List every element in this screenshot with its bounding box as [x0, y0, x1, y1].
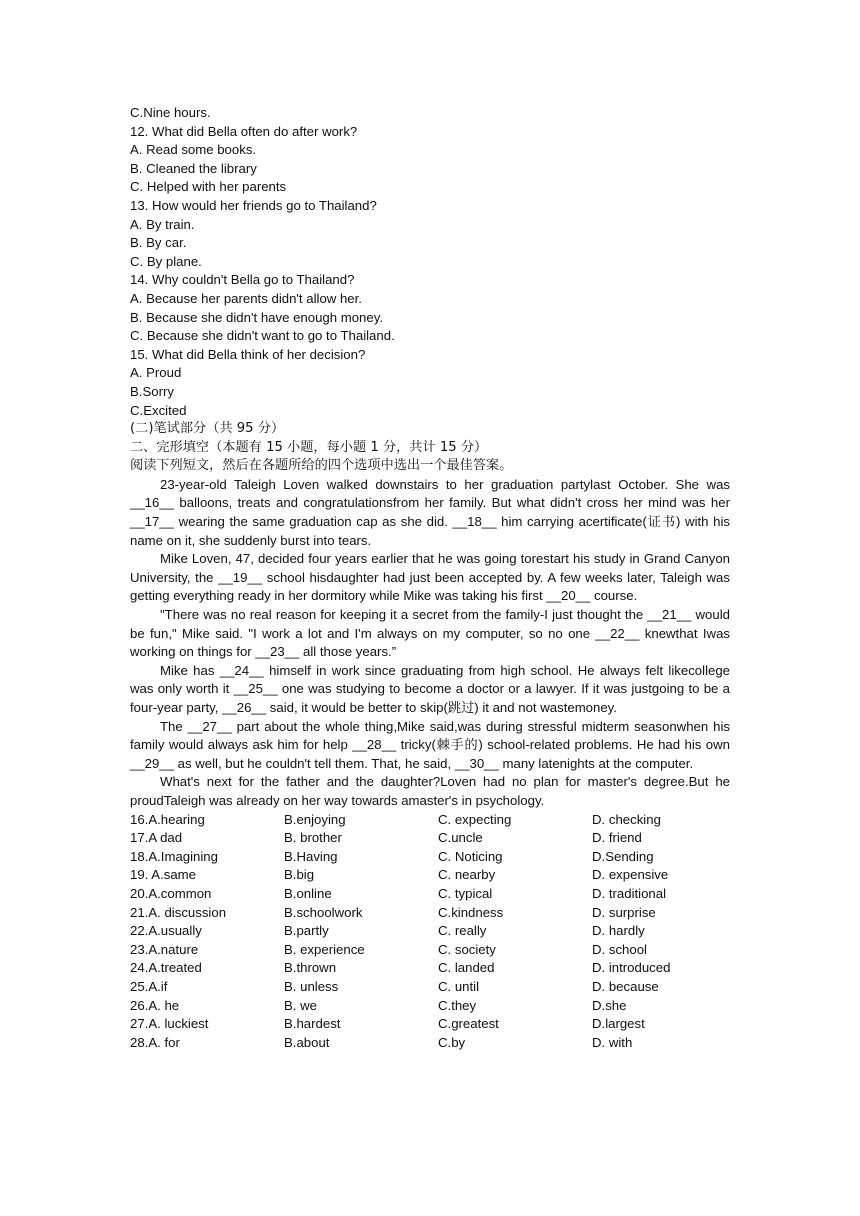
option-d: D.she — [592, 997, 627, 1013]
option-d: D. traditional — [592, 885, 667, 901]
question-line: A. Proud — [130, 365, 182, 381]
option-c: C. until — [438, 978, 480, 994]
option-a: 26.A. he — [130, 997, 180, 1013]
option-b: B.schoolwork — [284, 904, 363, 920]
passage-paragraph: Mike has __24__ himself in work since graduating from high school. He always felt likecollege was only worth it __25__ one was studying to become a doctor or a lawyer. If it was justgoing to be a four-year party, __26__ said, it would be better to skip(跳过) it and not wastemoney. — [130, 662, 730, 715]
option-a: 21.A. discussion — [130, 904, 227, 920]
question-line: C.Excited — [130, 402, 187, 418]
question-line: B. Because she didn't have enough money. — [130, 309, 384, 325]
option-b: B.partly — [284, 923, 329, 939]
option-b: B.enjoying — [284, 811, 346, 827]
question-line: B. By car. — [130, 235, 187, 251]
option-b: B.thrown — [284, 960, 337, 976]
option-d: D. school — [592, 941, 647, 957]
option-c: C. Noticing — [438, 848, 503, 864]
option-row — [130, 1015, 730, 1034]
option-c: C.they — [438, 997, 477, 1013]
question-line: C.Nine hours. — [130, 105, 211, 120]
option-d: D.Sending — [592, 848, 654, 864]
option-row — [130, 885, 730, 904]
option-c: C.by — [438, 1034, 466, 1050]
question-line: 13. How would her friends go to Thailand? — [130, 197, 377, 213]
option-b: B.Having — [284, 848, 338, 864]
option-a: 24.A.treated — [130, 960, 202, 976]
option-b: B.about — [284, 1034, 330, 1050]
option-b: B. brother — [284, 830, 342, 846]
question-line: C. Helped with her parents — [130, 179, 287, 195]
option-row — [130, 997, 730, 1016]
cloze-section-title: 二、完形填空（本题有 15 小题，每小题 1 分，共计 15 分） — [130, 439, 488, 455]
page-content — [130, 104, 730, 1052]
option-a: 28.A. for — [130, 1034, 180, 1050]
option-row — [130, 978, 730, 997]
option-c: C. expecting — [438, 811, 512, 827]
passage-paragraph: What's next for the father and the daughter?Loven had no plan for master's degree.But he proudTaleigh was already on her way towards amaster's in psychology. — [130, 774, 730, 808]
option-row — [130, 922, 730, 941]
option-d: D. friend — [592, 830, 642, 846]
option-a: 27.A. luckiest — [130, 1016, 209, 1032]
option-d: D. expensive — [592, 867, 669, 883]
option-d: D. introduced — [592, 960, 671, 976]
option-b: B. we — [284, 997, 317, 1013]
question-line: A. By train. — [130, 216, 195, 232]
listening-questions — [130, 104, 730, 420]
option-c: C. typical — [438, 885, 493, 901]
question-line: B.Sorry — [130, 383, 174, 399]
option-b: B.hardest — [284, 1016, 341, 1032]
option-b: B. experience — [284, 941, 365, 957]
question-line: 15. What did Bella think of her decision? — [130, 346, 366, 362]
answer-options-table — [130, 811, 730, 1053]
option-a: 19. A.same — [130, 867, 196, 883]
option-b: B.online — [284, 885, 332, 901]
written-part-heading: (二)笔试部分（共 95 分） — [130, 421, 285, 437]
option-c: C. society — [438, 941, 496, 957]
option-a: 18.A.Imagining — [130, 848, 218, 864]
option-d: D. with — [592, 1034, 633, 1050]
option-a: 17.A dad — [130, 830, 183, 846]
option-a: 16.A.hearing — [130, 811, 205, 827]
option-row — [130, 959, 730, 978]
question-line: 14. Why couldn't Bella go to Thailand? — [130, 272, 355, 288]
question-line: C. By plane. — [130, 253, 202, 269]
option-row — [130, 941, 730, 960]
cloze-instruction: 阅读下列短文，然后在各题所给的四个选项中选出一个最佳答案。 — [130, 458, 513, 474]
option-row — [130, 848, 730, 867]
option-c: C.greatest — [438, 1016, 499, 1032]
cloze-passage — [130, 476, 730, 811]
option-c: C. landed — [438, 960, 495, 976]
option-c: C. really — [438, 923, 487, 939]
option-d: D. because — [592, 978, 659, 994]
question-line: C. Because she didn't want to go to Thailand. — [130, 328, 395, 344]
option-d: D. checking — [592, 811, 661, 827]
question-line: B. Cleaned the library — [130, 160, 257, 176]
passage-paragraph: Mike Loven, 47, decided four years earlier that he was going torestart his study in Grand Canyon University, the __19__ school hisdaughter had just been accepted by. A few weeks later, Taleigh was getting everything ready in her dormitory while Mike was taking his first __20__ course. — [130, 551, 730, 604]
option-a: 22.A.usually — [130, 923, 202, 939]
option-a: 25.A.if — [130, 978, 168, 994]
option-d: D.largest — [592, 1016, 645, 1032]
option-c: C. nearby — [438, 867, 496, 883]
option-d: D. hardly — [592, 923, 645, 939]
option-b: B. unless — [284, 978, 339, 994]
question-line: 12. What did Bella often do after work? — [130, 123, 358, 139]
option-b: B.big — [284, 867, 315, 883]
option-a: 20.A.common — [130, 885, 212, 901]
option-row — [130, 829, 730, 848]
passage-paragraph: "There was no real reason for keeping it a secret from the family-I just thought the __21__ would be fun," Mike said. "I work a lot and I'm always on my computer, so no one __22__ knewthat Iwas working on things for __23__ all those years.” — [130, 607, 730, 660]
option-row — [130, 866, 730, 885]
option-row — [130, 1034, 730, 1053]
passage-paragraph: 23-year-old Taleigh Loven walked downstairs to her graduation partylast October. She was __16__ balloons, treats and congratulationsfrom her family. But what didn't cross her mind was her __17__ wearing the same graduation cap as she did. __18__ him carrying acertificate(证书) with his name on it, she suddenly burst into tears. — [130, 476, 730, 548]
option-a: 23.A.nature — [130, 941, 199, 957]
option-c: C.kindness — [438, 904, 504, 920]
question-line: A. Read some books. — [130, 142, 257, 158]
option-c: C.uncle — [438, 830, 483, 846]
passage-paragraph: The __27__ part about the whole thing,Mike said,was during stressful midterm seasonwhen his family would always ask him for help __28__ tricky(棘手的) school-related problems. He had his own __29__ as well, but he couldn't tell them. That, he said, __30__ many latenights at the computer. — [130, 718, 730, 771]
option-row — [130, 811, 730, 830]
option-d: D. surprise — [592, 904, 656, 920]
option-row — [130, 904, 730, 923]
question-line: A. Because her parents didn't allow her. — [130, 290, 362, 306]
